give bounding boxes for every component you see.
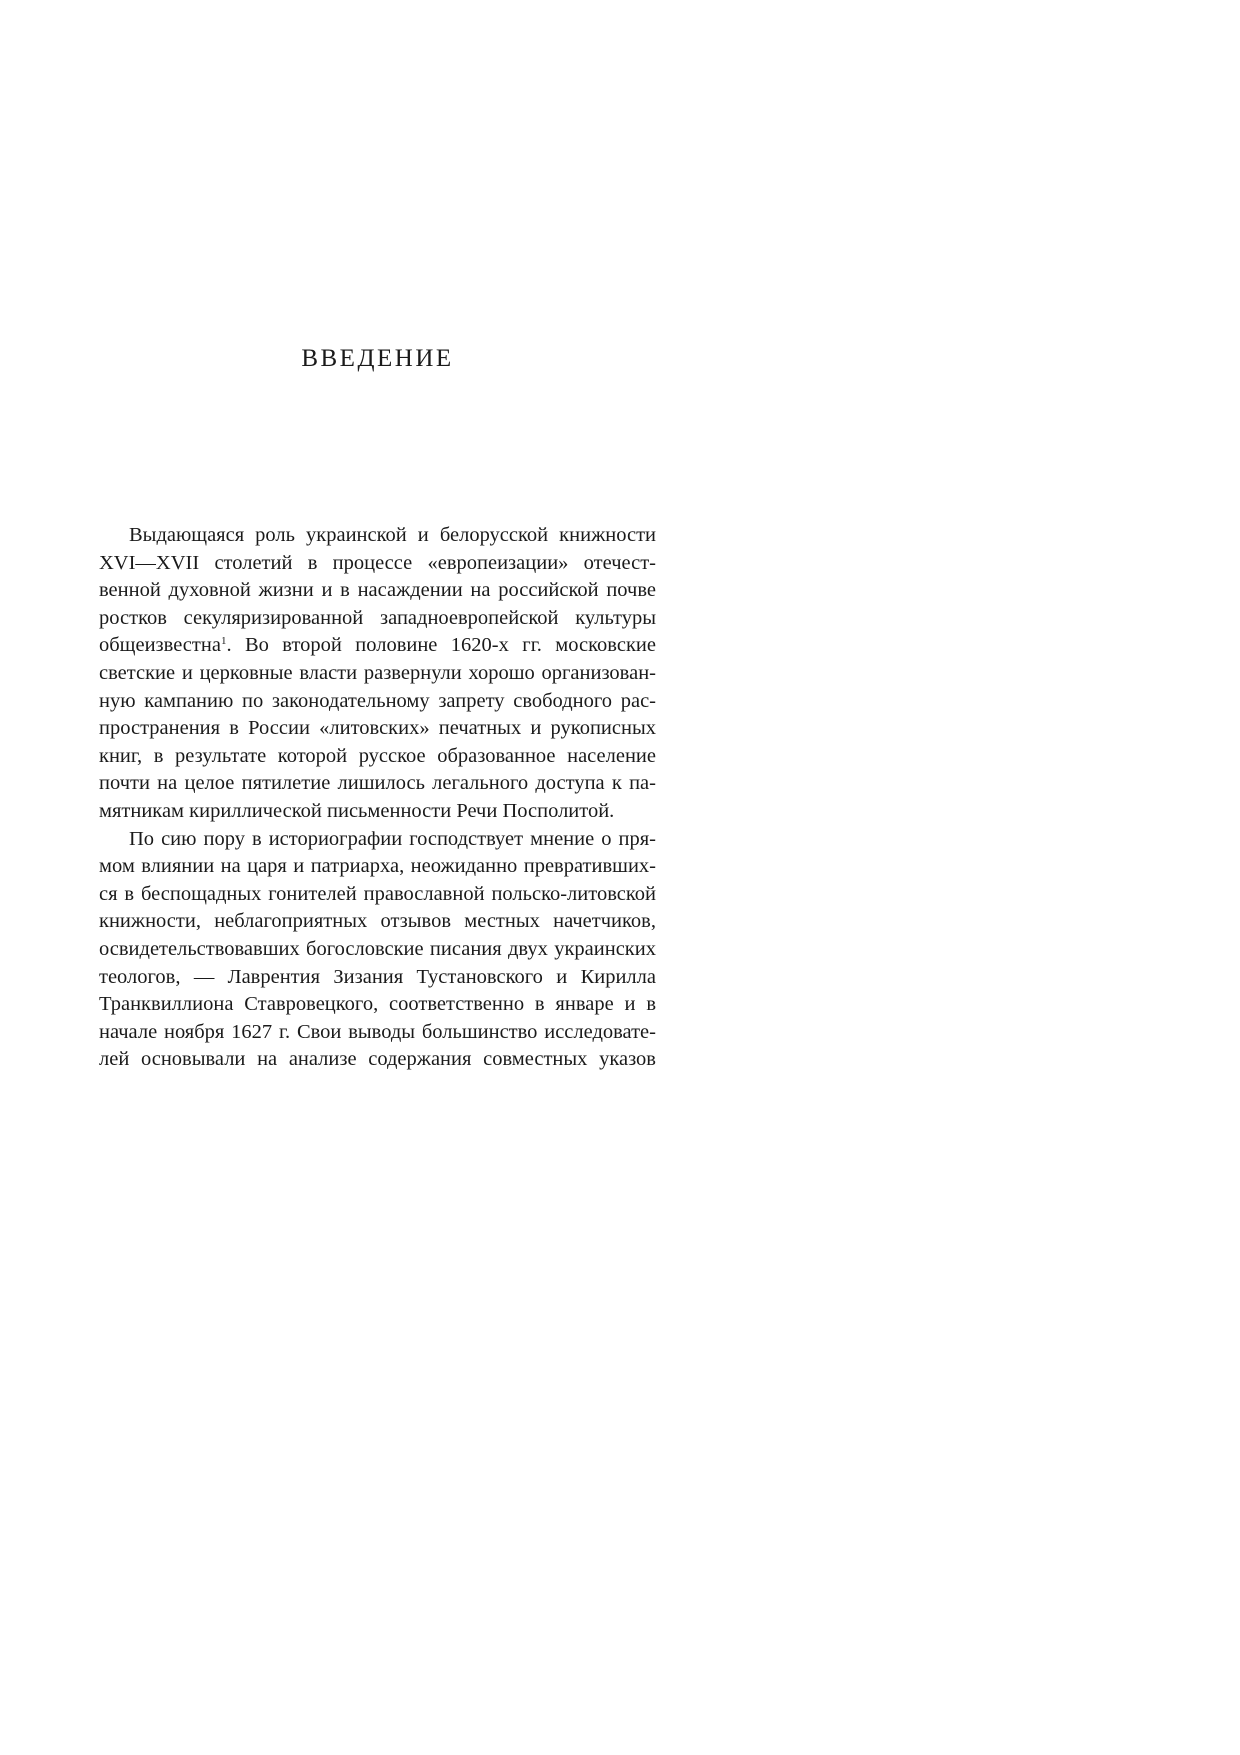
- paragraph-1: [99, 522, 656, 826]
- text-line: венной духовной жизни и в насаждении на российской почве: [99, 579, 656, 602]
- text-line: почти на целое пятилетие лишилось легального доступа к па-: [99, 772, 656, 795]
- text-fragment: общеизвестна: [99, 634, 221, 657]
- text-line: начале ноября 1627 г. Свои выводы большинство исследовате-: [99, 1020, 656, 1043]
- footnote-ref: 1: [220, 635, 227, 648]
- text-line: освидетельствовавших богословские писания двух украинских: [99, 937, 656, 960]
- text-line: лей основывали на анализе содержания совместных указов: [99, 1048, 656, 1071]
- text-line: книг, в результате которой русское образованное население: [99, 744, 656, 767]
- text-line: пространения в России «литовских» печатных и рукописных: [99, 717, 656, 740]
- text-line: ся в беспощадных гонителей православной польско-литовской: [99, 882, 656, 905]
- text-line: ную кампанию по законодательному запрету свободного рас-: [99, 689, 656, 712]
- text-line: мом влиянии на царя и патриарха, неожиданно превративших-: [99, 855, 656, 878]
- text-line: Выдающаяся роль украинской и белорусской книжности: [129, 524, 656, 546]
- text-line: XVI—XVII столетий в процессе «европеизации» отечест-: [99, 551, 656, 574]
- text-line: По сию пору в историографии господствует мнение о пря-: [129, 827, 656, 850]
- text-line-with-footnote: [99, 632, 656, 660]
- text-line: Транквиллиона Ставровецкого, соответственно в январе и в: [99, 993, 656, 1016]
- text-line: книжности, неблагоприятных отзывов местных начетчиков,: [99, 910, 656, 933]
- paragraph-2: [99, 826, 656, 1074]
- chapter-title: ВВЕДЕНИЕ: [301, 345, 454, 372]
- body-text: [99, 522, 656, 1074]
- text-line: ростков секуляризированной западноевропейской культуры: [99, 606, 656, 629]
- text-line: мятникам кириллической письменности Речи Посполитой.: [99, 799, 615, 822]
- text-line: светские и церковные власти развернули хорошо организован-: [99, 661, 656, 684]
- text-fragment: . Во второй половине 1620-х гг. московские: [226, 634, 656, 657]
- text-line: теологов, — Лаврентия Зизания Тустановского и Кирилла: [99, 965, 656, 988]
